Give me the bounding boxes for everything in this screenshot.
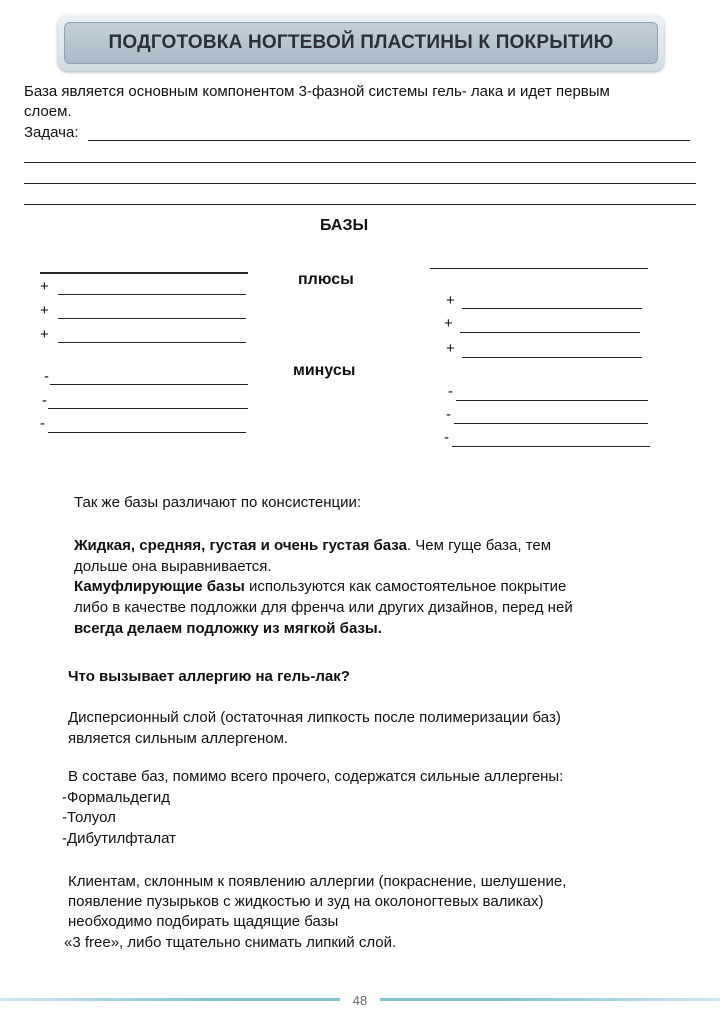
left-minus-line-3: [48, 432, 246, 433]
allergen-item: -Формальдегид: [62, 789, 171, 806]
left-plus-sign-2: +: [40, 302, 49, 319]
allergen-item: -Толуол: [62, 809, 116, 826]
right-plus-sign-3: +: [446, 340, 455, 357]
allergen-item: -Дибутилфталат: [62, 830, 176, 847]
left-minus-line-2: [48, 408, 248, 409]
task-answer-line-3: [24, 183, 696, 184]
right-minus-line-3: [452, 446, 650, 447]
allergy-p3-line-3: необходимо подбирать щадящие базы: [68, 913, 339, 930]
right-minus-line-2: [454, 423, 648, 424]
left-plus-line-3: [58, 342, 246, 343]
left-minus-sign-2: -: [42, 392, 47, 409]
page-number: 48: [340, 993, 380, 1008]
right-plus-line-2: [460, 332, 640, 333]
right-minus-sign-2: -: [446, 406, 451, 423]
bases-title: БАЗЫ: [320, 217, 369, 234]
consistency-bold-1: Жидкая, средняя, густая и очень густая база: [74, 537, 407, 554]
right-plus-sign-2: +: [444, 315, 453, 332]
right-plus-sign-1: +: [446, 292, 455, 309]
minus-label: минусы: [293, 362, 356, 379]
right-minus-sign-3: -: [444, 429, 449, 446]
right-minus-line-1: [456, 400, 648, 401]
intro-line-1: База является основным компонентом 3-фазной системы гель- лака и идет первым: [24, 83, 610, 100]
left-minus-sign-3: -: [40, 415, 45, 432]
right-plus-line-1: [462, 308, 642, 309]
intro-line-2: слоем.: [24, 103, 72, 120]
left-plus-line-2: [58, 318, 246, 319]
allergy-p1-line-1: Дисперсионный слой (остаточная липкость после полимеризации баз): [68, 709, 561, 726]
plus-label: плюсы: [298, 271, 354, 288]
task-label: Задача:: [24, 124, 79, 141]
task-answer-line-2: [24, 162, 696, 163]
allergy-heading: Что вызывает аллергию на гель-лак?: [68, 668, 350, 685]
allergy-p1-line-2: является сильным аллергеном.: [68, 730, 289, 747]
consistency-rest-2: используются как самостоятельное покрытие: [244, 578, 567, 595]
allergy-p2-intro: В составе баз, помимо всего прочего, содержатся сильные аллергены:: [68, 768, 564, 785]
consistency-intro: Так же базы различают по консистенции:: [74, 494, 362, 511]
left-plus-sign-1: +: [40, 278, 49, 295]
consistency-bold-2: Камуфлирующие базы: [74, 578, 245, 595]
allergy-p3-line-1: Клиентам, склонным к появлению аллергии (покраснение, шелушение,: [68, 873, 567, 890]
page-title: ПОДГОТОВКА НОГТЕВОЙ ПЛАСТИНЫ К ПОКРЫТИЮ: [108, 32, 614, 53]
task-answer-line-4: [24, 204, 696, 205]
right-base-name-line: [430, 268, 648, 269]
allergy-p3-line-2: появление пузырьков с жидкостью и зуд на околоногтевых валиках): [68, 893, 544, 910]
header-banner-inner: [64, 22, 658, 64]
left-minus-line-1: [50, 384, 248, 385]
header-banner: [58, 15, 664, 71]
consistency-line-2: дольше она выравнивается.: [74, 558, 272, 575]
consistency-line-3: [74, 578, 566, 595]
left-plus-sign-3: +: [40, 326, 49, 343]
right-minus-sign-1: -: [448, 383, 453, 400]
consistency-rest-1: . Чем гуще база, тем: [406, 537, 552, 554]
right-plus-line-3: [462, 357, 642, 358]
consistency-bold-3: всегда делаем подложку из мягкой базы.: [74, 620, 382, 637]
allergy-p3-line-4: «3 free», либо тщательно снимать липкий слой.: [64, 934, 397, 951]
task-answer-line-1: [88, 140, 690, 141]
consistency-line-1: [74, 537, 551, 554]
consistency-line-4: либо в качестве подложки для френча или других дизайнов, перед ней: [74, 599, 573, 616]
left-plus-line-1: [58, 294, 246, 295]
left-base-name-line: [40, 272, 248, 274]
left-minus-sign-1: -: [44, 368, 49, 385]
